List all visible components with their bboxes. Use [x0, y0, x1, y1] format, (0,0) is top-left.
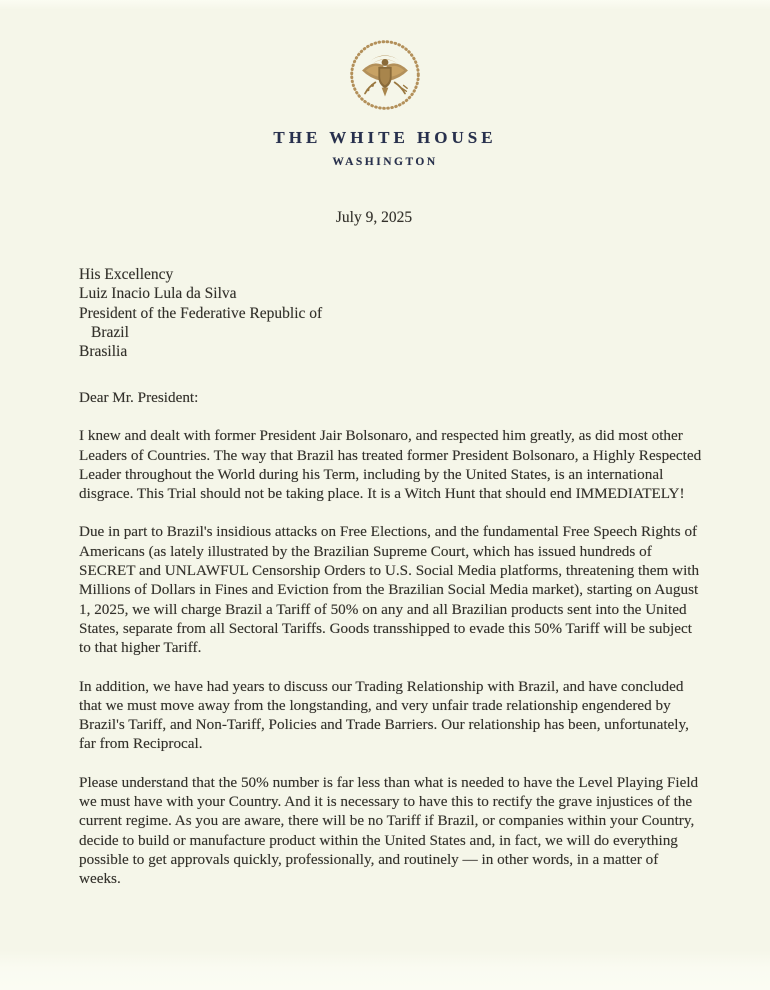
letterhead-title: THE WHITE HOUSE: [273, 128, 497, 147]
letter-date: July 9, 2025: [335, 209, 413, 226]
recipient-title: President of the Federative Republic of: [79, 304, 323, 322]
recipient-country: Brazil: [91, 323, 129, 341]
body-paragraph-1: I knew and dealt with former President Jair Bolsonaro, and respected him greatly, as did most other Leaders of Countries. The way that Brazil has treated former President Bolsonaro, a Highly Respected Leader throughout the World during his Term, including by the United States, is an international disgrace. This Trial should not be taking place. It is a Witch Hunt that should end IMMEDIATELY!: [79, 427, 702, 503]
letterhead-subtitle: WASHINGTON: [332, 156, 438, 168]
body-paragraph-2: Due in part to Brazil's insidious attacks on Free Elections, and the fundamental Free Speech Rights of Americans (as lately illustrated by the Brazilian Supreme Court, which has issued hundreds of SECRET and UNLAWFUL Censorship Orders to U.S. Social Media platforms, threatening them with Millions of Dollars in Fines and Eviction from the Brazilian Social Media market), starting on August 1, 2025, we will charge Brazil a Tariff of 50% on any and all Brazilian products sent into the United States, separate from all Sectoral Tariffs. Goods transshipped to evade this 50% Tariff will be subject to that higher Tariff.: [79, 523, 700, 657]
recipient-address-block: [79, 265, 322, 361]
letter-body: [79, 388, 703, 889]
eagle-seal-graphic: [339, 38, 431, 112]
recipient-honorific: His Excellency: [79, 266, 174, 283]
salutation: Dear Mr. President:: [79, 389, 199, 406]
body-paragraph-4: Please understand that the 50% number is far less than what is needed to have the Level Playing Field we must have with your Country. And it is necessary to have this to rectify the grave injustices of the current regime. As you are aware, there will be no Tariff if Brazil, or companies within your Country, decide to build or manufacture product within the United States and, in fact, we will do everything possible to get approvals quickly, professionally, and routinely — in other words, in a matter of weeks.: [79, 773, 699, 888]
presidential-seal-icon: [339, 38, 431, 112]
recipient-city: Brasilia: [79, 343, 128, 361]
recipient-name: Luiz Inacio Lula da Silva: [79, 285, 237, 303]
body-paragraph-3: In addition, we have had years to discuss our Trading Relationship with Brazil, and have concluded that we must move away from the longstanding, and very unfair trade relationship engendered by Brazil's Tariff, and Non-Tariff, Policies and Trade Barriers. Our relationship has been, unfortunately, far from Reciprocal.: [79, 677, 689, 753]
